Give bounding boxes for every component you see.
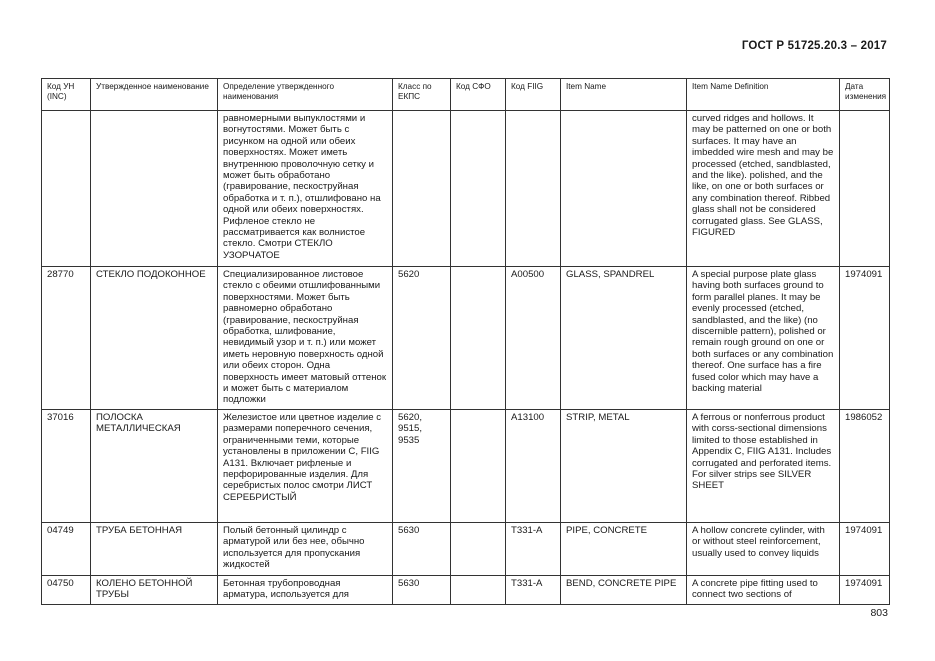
cell-item-name: STRIP, METAL: [561, 409, 687, 522]
cell-fiig-code: A00500: [506, 267, 561, 410]
cell-fiig-code: T331-A: [506, 522, 561, 575]
cell-approved-name: ТРУБА БЕТОННАЯ: [91, 522, 218, 575]
cell-change-date: 1974091: [840, 522, 890, 575]
cell-fiig-code: T331-A: [506, 575, 561, 604]
col-header-inc: Код УН (INC): [42, 79, 91, 111]
col-header-item-name-definition: Item Name Definition: [687, 79, 840, 111]
cell-definition: Полый бетонный цилиндр с арматурой или без нее, обычно используется для пропускания жидкостей: [218, 522, 393, 575]
cell-inc: [42, 111, 91, 267]
col-header-fiig-code: Код FIIG: [506, 79, 561, 111]
col-header-definition: Определение утвержденного наименования: [218, 79, 393, 111]
cell-ekps-class: 5620: [393, 267, 451, 410]
table-header-row: [42, 79, 890, 111]
cell-definition: Специализированное листовое стекло с обеими отшлифованными поверхностями. Может быть равномерно обработано (гравирование, пескоструйная обработка, шлифование, невидимый узор и т. п.) или может иметь неровную поверхность одной или обеих сторон. Одна поверхность имеет матовый оттенок и может быть с материалом подложки: [218, 267, 393, 410]
cell-inc: 37016: [42, 409, 91, 522]
cell-sfo-code: [451, 111, 506, 267]
cell-sfo-code: [451, 522, 506, 575]
cell-change-date: 1974091: [840, 575, 890, 604]
col-header-approved-name: Утвержденное наименование: [91, 79, 218, 111]
cell-fiig-code: [506, 111, 561, 267]
cell-sfo-code: [451, 409, 506, 522]
cell-sfo-code: [451, 267, 506, 410]
cell-inc: 28770: [42, 267, 91, 410]
cell-ekps-class: 5630: [393, 522, 451, 575]
cell-change-date: [840, 111, 890, 267]
cell-ekps-class: [393, 111, 451, 267]
cell-definition: Бетонная трубопроводная арматура, используется для: [218, 575, 393, 604]
cell-change-date: 1974091: [840, 267, 890, 410]
cell-fiig-code: A13100: [506, 409, 561, 522]
cell-inc: 04749: [42, 522, 91, 575]
col-header-item-name: Item Name: [561, 79, 687, 111]
col-header-change-date: Дата изменения: [840, 79, 890, 111]
col-header-sfo-code: Код СФО: [451, 79, 506, 111]
cell-definition: равномерными выпуклостями и вогнутостями. Может быть с рисунком на одной или обеих поверхностях. Может иметь внутреннюю проволочную сетку и может быть обработано (гравирование, пескоструйная обработка и т. п.), отшлифовано на одной или обеих поверхностях. Рифленое стекло не рассматривается как волнистое стекло. Смотри СТЕКЛО УЗОРЧАТОЕ: [218, 111, 393, 267]
cell-item-name-definition: curved ridges and hollows. It may be patterned on one or both surfaces. It may have an imbedded wire mesh and may be processed (etched, sandblasted, and the like). polished, and the like, on one or both surfaces or any combination thereof. Ribbed glass shall not be considered corrugated glass. See GLASS, FIGURED: [687, 111, 840, 267]
cell-item-name-definition: A ferrous or nonferrous product with corss-sectional dimensions limited to those established in Appendix C, FIIG A131. Includes corrugated and perforated items. For silver strips see SILVER SHEET: [687, 409, 840, 522]
cell-approved-name: СТЕКЛО ПОДОКОННОЕ: [91, 267, 218, 410]
cell-approved-name: КОЛЕНО БЕТОННОЙ ТРУБЫ: [91, 575, 218, 604]
table-row: [42, 267, 890, 410]
cell-ekps-class: 5620, 9515, 9535: [393, 409, 451, 522]
page-number: 803: [870, 607, 888, 619]
cell-ekps-class: 5630: [393, 575, 451, 604]
col-header-ekps-class: Класс по ЕКПС: [393, 79, 451, 111]
cell-inc: 04750: [42, 575, 91, 604]
table-row: [42, 409, 890, 522]
cell-item-name-definition: A concrete pipe fitting used to connect two sections of: [687, 575, 840, 604]
cell-item-name: GLASS, SPANDREL: [561, 267, 687, 410]
nomenclature-table: [41, 78, 890, 605]
cell-item-name: [561, 111, 687, 267]
table-row: [42, 111, 890, 267]
cell-item-name: PIPE, CONCRETE: [561, 522, 687, 575]
cell-item-name-definition: A hollow concrete cylinder, with or without steel reinforcement, usually used to convey liquids: [687, 522, 840, 575]
cell-definition: Железистое или цветное изделие с размерами поперечного сечения, ограниченными теми, которые установлены в приложении С, FIIG A131. Включает рифленые и перфорированные изделия. Для серебристых полос смотри ЛИСТ СЕРЕБРИСТЫЙ: [218, 409, 393, 522]
standard-code: ГОСТ Р 51725.20.3 – 2017: [741, 40, 887, 52]
cell-approved-name: [91, 111, 218, 267]
cell-item-name: BEND, CONCRETE PIPE: [561, 575, 687, 604]
table-row: [42, 522, 890, 575]
cell-change-date: 1986052: [840, 409, 890, 522]
cell-sfo-code: [451, 575, 506, 604]
cell-item-name-definition: A special purpose plate glass having both surfaces ground to form parallel planes. It may be evenly processed (etched, sandblasted, and the like) (no discernible pattern), polished or remain rough ground on one or both surfaces or any combination thereof. One surface has a fire fused color which may have a backing material: [687, 267, 840, 410]
table-row: [42, 575, 890, 604]
cell-approved-name: ПОЛОСКА МЕТАЛЛИЧЕСКАЯ: [91, 409, 218, 522]
